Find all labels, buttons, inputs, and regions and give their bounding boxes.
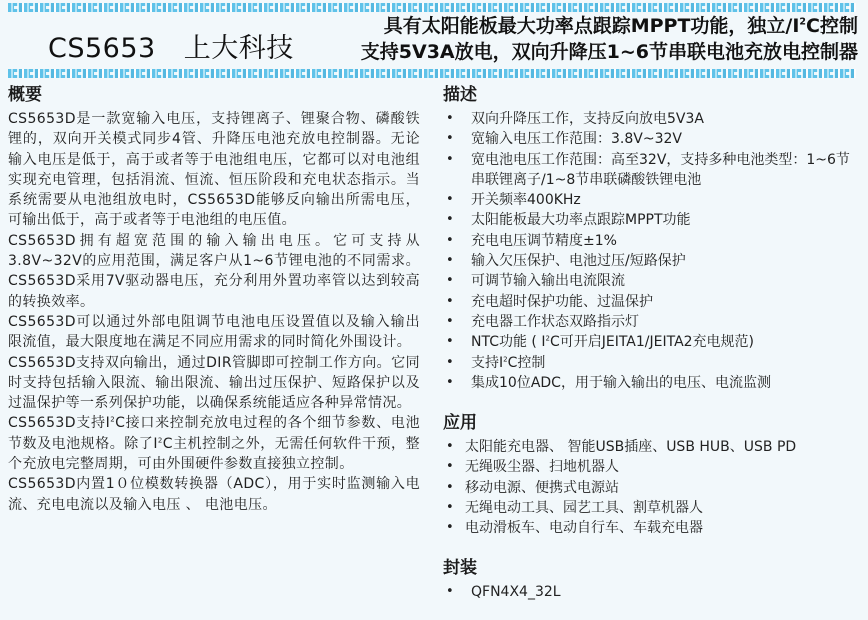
- overview-paragraph-6: CS5653D内置1０位模数转换器（ADC），用于实时监测输入电流、充电电流以及输入电压 、 电池电压。: [8, 476, 420, 513]
- bullet-icon: •: [446, 192, 454, 208]
- bullet-icon: •: [446, 500, 454, 516]
- list-item: • 双向升降压工作，支持反向放电5V3A: [443, 109, 863, 129]
- description-section: [443, 84, 863, 393]
- company-name: 上大科技: [183, 33, 294, 64]
- spacer: [443, 539, 863, 557]
- package-list: [443, 582, 863, 602]
- decorative-border-top: [8, 3, 856, 12]
- bullet-icon: •: [446, 583, 454, 599]
- header-tagline: [361, 13, 858, 65]
- overview-paragraph-3: CS5653D可以通过外部电阻调节电池电压设置值以及输入输出限流值，最大限度地在满足不同应用需求的同时简化外围设计。: [8, 313, 420, 351]
- bullet-icon: •: [446, 253, 454, 269]
- bullet-icon: •: [446, 293, 454, 309]
- list-item: • 充电超时保护功能、过温保护: [443, 292, 863, 312]
- model-name: CS5653: [48, 33, 156, 64]
- bullet-icon: •: [446, 111, 454, 126]
- bullet-icon: •: [446, 273, 454, 289]
- applications-section: [443, 412, 863, 538]
- list-item: • 无绳吸尘器、扫地机器人: [443, 457, 863, 477]
- bullet-icon: •: [446, 520, 454, 536]
- bullet-icon: •: [446, 313, 454, 329]
- bullet-icon: •: [446, 151, 454, 167]
- bullet-icon: •: [446, 439, 454, 455]
- tagline-line-2: 支持5V3A放电，双向升降压1~6节串联电池充放电控制器: [360, 41, 858, 63]
- right-column: [443, 84, 863, 602]
- description-title: 描述: [443, 85, 477, 105]
- list-item: • 宽电池电压工作范围：高至32V，支持多种电池类型：1~6节串联锂离子/1~8节串联磷酸铁锂电池: [446, 151, 850, 188]
- tagline-line-1: 具有太阳能板最大功率点跟踪MPPT功能，独立$/I^2C$控制: [383, 15, 858, 37]
- package-section: [443, 557, 863, 602]
- list-item: • 太阳能充电器、 智能USB插座、USB HUB、USB PD: [443, 437, 863, 457]
- list-item: • 无绳电动工具、园艺工具、割草机器人: [443, 498, 863, 518]
- overview-paragraph-5: CS5653D支持$I^2C$接口来控制充放电过程的各个细节参数、电池节数及电池规格。除了$I^2C$主机控制之外，无需任何软件干预，整个充放电完整周期，可由外围硬件参数直接独立控制。: [8, 415, 420, 473]
- bullet-icon: •: [446, 232, 454, 248]
- list-item: • 集成10位ADC，用于输入输出的电压、电流监测: [443, 373, 863, 393]
- bullet-icon: •: [446, 374, 454, 390]
- bullet-icon: •: [446, 131, 454, 147]
- list-item: • 宽输入电压工作范围：3.8V~32V: [443, 129, 863, 149]
- overview-title: 概要: [8, 85, 42, 105]
- spacer: [443, 393, 863, 412]
- bullet-icon: •: [446, 334, 454, 350]
- list-item: • 太阳能板最大功率点跟踪MPPT功能: [443, 210, 863, 230]
- list-item: • 可调节输入输出电流限流: [443, 271, 863, 291]
- overview-section: [8, 84, 420, 515]
- package-title: 封装: [443, 557, 477, 578]
- list-item: • 开关频率400KHz: [443, 190, 863, 210]
- bullet-icon: •: [446, 212, 454, 228]
- list-item: • QFN4X4_32L: [443, 582, 863, 602]
- applications-list: [443, 437, 863, 538]
- overview-paragraph-1: CS5653D是一款宽输入电压，支持锂离子、锂聚合物、磷酸铁锂的，双向开关模式同步4管、升降压电池充放电控制器。无论输入电压是低于，高于或者等于电池组电压，它都可以对电池组实现充电管理，包括涓流、恒流、恒压阶段和充电状态指示。当系统需要从电池组放电时，CS5653D能够反向输出所需电压，可输出低于，高于或者等于电池组的电压值。: [8, 111, 420, 229]
- bullet-icon: •: [446, 459, 454, 475]
- applications-title: 应用: [443, 413, 477, 434]
- overview-paragraph-4: CS5653D支持双向输出，通过DIR管脚即可控制工作方向。它同时支持包括输入限流、输出限流、输出过压保护、短路保护以及过温保护等一系列保护功能，以确保系统能适应各种异常情况。: [8, 354, 420, 412]
- decorative-border-bottom: [8, 69, 856, 78]
- overview-paragraph-2: CS5653D拥有超宽范围的输入输出电压。它可支持从3.8V~32V的应用范围，满足客户从1~6节锂电池的不同需求。CS5653D采用7V驱动器电压，充分利用外置功率管以达到较高的转换效率。: [8, 232, 420, 310]
- list-item: • 充电电压调节精度±1%: [443, 231, 863, 251]
- list-item: • 支持$I^2C$控制: [443, 353, 863, 373]
- description-list: [443, 109, 863, 393]
- list-item: • 充电器工作状态双路指示灯: [443, 312, 863, 332]
- list-item: • 输入欠压保护、电池过压/短路保护: [443, 251, 863, 271]
- list-item: • 电动滑板车、电动自行车、车载充电器: [443, 518, 863, 538]
- header-title: [48, 26, 294, 65]
- bullet-icon: •: [446, 354, 454, 370]
- bullet-icon: •: [446, 479, 454, 495]
- list-item: • NTC功能 ( $I^2C$可开启JEITA1/JEITA2充电规范): [443, 332, 863, 352]
- list-item: • 移动电源、便携式电源站: [443, 478, 863, 498]
